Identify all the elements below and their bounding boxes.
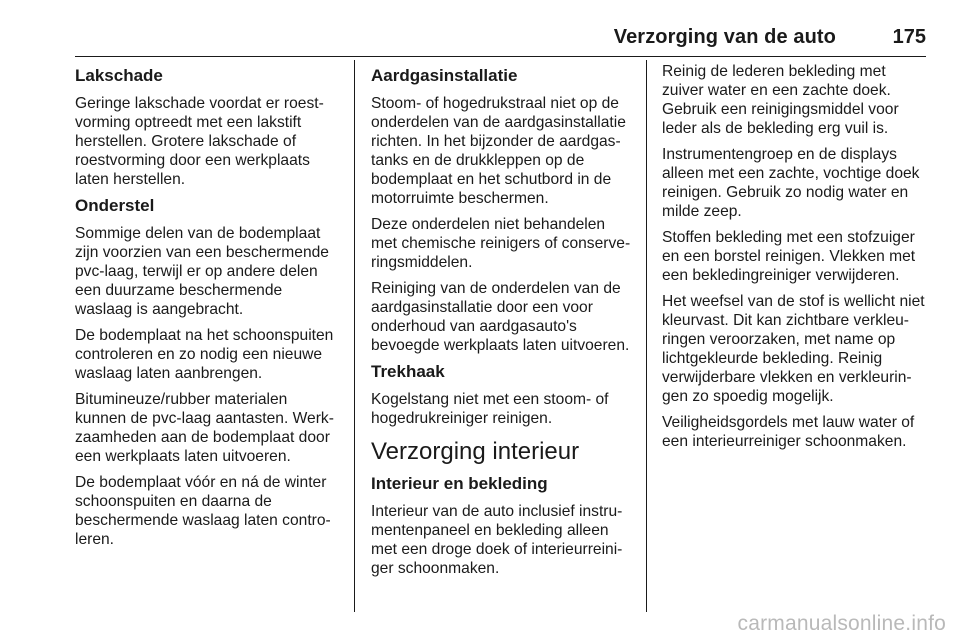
subheading: Trekhaak: [371, 362, 445, 381]
paragraph: Stoom- of hogedrukstraal niet op de onderdelen van de aardgasinstallatie richten. In het bijzonder de aardgas- tanks en de drukkleppen op de bodemplaat en het schutbord in de motorruimte beschermen.: [371, 95, 626, 207]
header-divider: [75, 56, 926, 57]
paragraph: Deze onderdelen niet behandelen met chemische reinigers of conserve- ringsmiddelen.: [371, 216, 631, 271]
paragraph: Bitumineuze/rubber materialen kunnen de pvc-laag aantasten. Werk- zaamheden aan de bodemplaat door een werkplaats laten uitvoeren.: [75, 391, 334, 465]
subheading: Aardgasinstallatie: [371, 66, 518, 85]
column-2: [371, 62, 639, 585]
subheading: Lakschade: [75, 66, 163, 85]
paragraph: De bodemplaat na het schoonspuiten controleren en zo nodig een nieuwe waslaag laten aanbrengen.: [75, 327, 334, 382]
paragraph: Het weefsel van de stof is wellicht niet kleurvast. Dit kan zichtbare verkleu- ringen veroorzaken, met name op lichtgekleurde bekleding. Reinig verwijderbare vlekken en verkleurin- gen zo spoedig mogelijk.: [662, 293, 925, 405]
paragraph: Geringe lakschade voordat er roest- vorming optreedt met een lakstift herstellen. Grotere lakschade of roestvorming door een werkplaats laten herstellen.: [75, 95, 324, 188]
paragraph: Sommige delen van de bodemplaat zijn voorzien van een beschermende pvc-laag, terwijl er op andere delen een duurzame beschermende waslaag is aangebracht.: [75, 225, 329, 318]
column-3: [662, 62, 928, 458]
column-1: [75, 62, 343, 556]
page-number: 175: [892, 26, 926, 48]
paragraph: Veiligheidsgordels met lauw water of een interieurreiniger schoonmaken.: [662, 414, 915, 450]
column-divider-1: [354, 60, 355, 612]
page-title: Verzorging van de auto: [613, 26, 836, 48]
paragraph: De bodemplaat vóór en ná de winter schoonspuiten en daarna de beschermende waslaag laten contro- leren.: [75, 474, 331, 548]
paragraph: Stoffen bekleding met een stofzuiger en een borstel reinigen. Vlekken met een bekledingreiniger verwijderen.: [662, 229, 916, 284]
paragraph: Reinig de lederen bekleding met zuiver water en een zachte doek. Gebruik een reinigingsmiddel voor leder als de bekleding erg vuil is.: [662, 63, 899, 137]
paragraph: Kogelstang niet met een stoom- of hogedrukreiniger reinigen.: [371, 391, 609, 427]
column-divider-2: [646, 60, 647, 612]
paragraph: Instrumentengroep en de displays alleen met een zachte, vochtige doek reinigen. Gebruik zo nodig water en milde zeep.: [662, 146, 920, 220]
subheading: Onderstel: [75, 196, 155, 215]
watermark-text: carmanualsonline.info: [737, 612, 946, 635]
page-header: [0, 26, 926, 52]
subheading: Interieur en bekleding: [371, 474, 548, 493]
section-heading: Verzorging interieur: [371, 438, 580, 465]
paragraph: Interieur van de auto inclusief instru- mentenpaneel en bekleding alleen met een droge doek of interieurreini- ger schoonmaken.: [371, 503, 623, 577]
paragraph: Reiniging van de onderdelen van de aardgasinstallatie door een voor onderhoud van aardgasauto's bevoegde werkplaats laten uitvoeren.: [371, 280, 630, 354]
